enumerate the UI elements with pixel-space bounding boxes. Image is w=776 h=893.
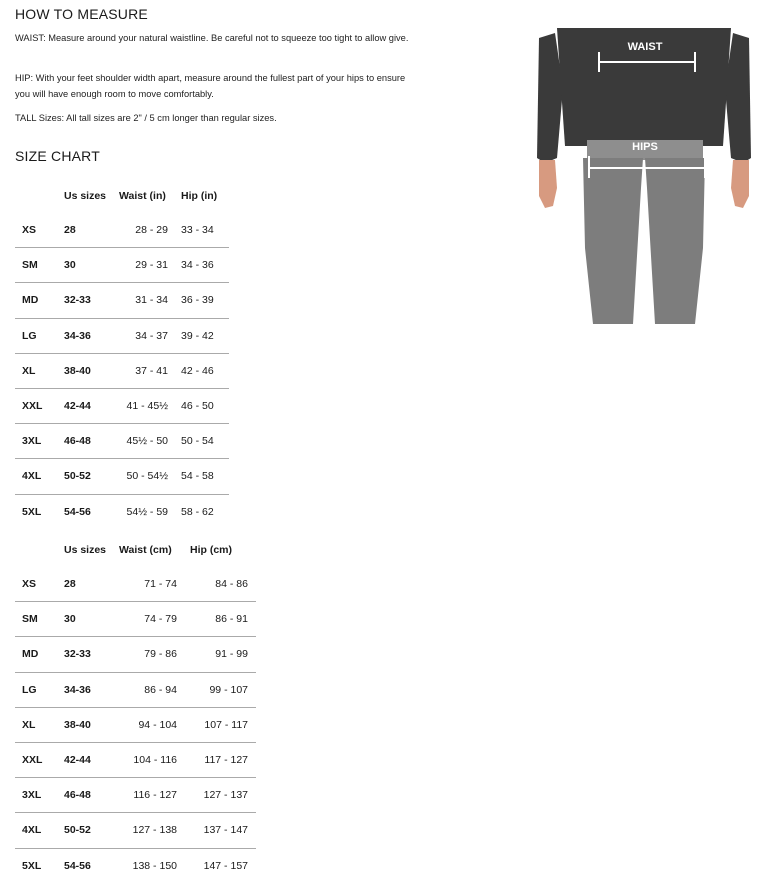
hip-cell: 39 - 42: [181, 318, 229, 353]
us-size-cell: 50-52: [64, 459, 119, 494]
waist-cell: 138 - 150: [132, 859, 177, 872]
waist-cell: 79 - 86: [119, 637, 190, 672]
waist-cell: 94 - 104: [119, 707, 190, 742]
table-row: [15, 353, 229, 388]
waist-cell: 50 - 54½: [119, 459, 181, 494]
hip-cell: 117 - 127: [190, 742, 256, 777]
waist-cell: 116 - 127: [119, 778, 190, 813]
waist-cell: 29 - 31: [119, 248, 181, 283]
us-size-cell: 54-56: [64, 859, 91, 872]
size-cell: 5XL: [22, 505, 42, 518]
waist-cell: 54½ - 59: [126, 505, 168, 518]
hip-cell: 99 - 107: [190, 672, 256, 707]
us-size-cell: 34-36: [64, 318, 119, 353]
hip-cell: 33 - 34: [181, 213, 229, 248]
us-size-cell: 30: [64, 248, 119, 283]
hip-cell: 84 - 86: [190, 567, 256, 602]
us-size-cell: 30: [64, 602, 119, 637]
table-row: [15, 672, 256, 707]
header-hip-in: Hip (in): [181, 190, 218, 202]
table-header-row: [15, 533, 256, 567]
waist-instructions: WAIST: Measure around your natural waistline. Be careful not to squeeze too tight to allow give.: [15, 33, 409, 43]
waist-cell: 34 - 37: [119, 318, 181, 353]
waist-cell: 71 - 74: [119, 567, 190, 602]
table-header-row: [15, 179, 229, 213]
hip-cell: 137 - 147: [190, 813, 256, 848]
table-row: [15, 424, 229, 459]
header-us-sizes: Us sizes: [64, 190, 107, 202]
measurement-figure: [537, 28, 751, 324]
us-size-cell: 34-36: [64, 672, 119, 707]
hip-cell: 86 - 91: [190, 602, 256, 637]
size-cell: 3XL: [15, 424, 64, 459]
table-row: [15, 637, 256, 672]
table-row: [15, 848, 256, 883]
size-cell: XS: [15, 567, 64, 602]
size-cell: 5XL: [22, 859, 42, 872]
hip-cell: 147 - 157: [203, 859, 248, 872]
us-size-cell: 42-44: [64, 742, 119, 777]
hip-cell: 58 - 62: [181, 505, 214, 518]
waist-cell: 104 - 116: [119, 742, 190, 777]
left-hand: [539, 160, 557, 208]
table-row: [15, 459, 229, 494]
waist-label: WAIST: [627, 41, 663, 53]
hip-cell: 50 - 54: [181, 424, 229, 459]
table-row: [15, 248, 229, 283]
size-cell: XXL: [15, 742, 64, 777]
us-size-cell: 38-40: [64, 353, 119, 388]
waist-cell: 31 - 34: [119, 283, 181, 318]
table-row: [15, 318, 229, 353]
us-size-cell: 28: [64, 213, 119, 248]
us-size-cell: 32-33: [64, 283, 119, 318]
header-us-sizes: Us sizes: [64, 544, 107, 556]
hip-cell: 54 - 58: [181, 459, 229, 494]
size-table-cm: [15, 533, 256, 883]
size-cell: LG: [15, 672, 64, 707]
table-row: [15, 388, 229, 423]
hips-label: HIPS: [632, 141, 658, 153]
us-size-cell: 42-44: [64, 388, 119, 423]
size-cell: 4XL: [15, 459, 64, 494]
header-size: [15, 179, 64, 213]
right-leg: [645, 158, 705, 324]
size-cell: XL: [15, 353, 64, 388]
waist-cell: 74 - 79: [119, 602, 190, 637]
us-size-cell: 28: [64, 567, 119, 602]
waist-cell: 41 - 45½: [119, 388, 181, 423]
hip-cell: 36 - 39: [181, 283, 229, 318]
hip-cell: 91 - 99: [190, 637, 256, 672]
size-cell: MD: [15, 637, 64, 672]
hip-cell: 34 - 36: [181, 248, 229, 283]
size-chart-heading: SIZE CHART: [15, 148, 100, 164]
hip-cell: 42 - 46: [181, 353, 229, 388]
header-size: [15, 533, 64, 567]
size-cell: 4XL: [15, 813, 64, 848]
size-cell: MD: [15, 283, 64, 318]
table-row: [15, 494, 229, 529]
table-row: [15, 602, 256, 637]
size-cell: LG: [15, 318, 64, 353]
size-cell: SM: [15, 248, 64, 283]
right-hand: [731, 160, 749, 208]
us-size-cell: 46-48: [64, 424, 119, 459]
waist-cell: 127 - 138: [119, 813, 190, 848]
table-row: [15, 707, 256, 742]
waist-cell: 86 - 94: [119, 672, 190, 707]
size-cell: XS: [15, 213, 64, 248]
table-row: [15, 778, 256, 813]
waist-cell: 45½ - 50: [119, 424, 181, 459]
table-row: [15, 813, 256, 848]
us-size-cell: 38-40: [64, 707, 119, 742]
waist-cell: 28 - 29: [119, 213, 181, 248]
hip-instructions: HIP: With your feet shoulder width apart, measure around the fullest part of your hips to ensure you will have enough room to move comfortably.: [15, 73, 406, 99]
figure-illustration: [537, 28, 751, 324]
table-row: [15, 567, 256, 602]
size-table-inches: [15, 179, 229, 529]
size-cell: XL: [15, 707, 64, 742]
hip-cell: 127 - 137: [190, 778, 256, 813]
size-cell: XXL: [15, 388, 64, 423]
header-hip-cm: Hip (cm): [190, 544, 232, 556]
header-waist-cm: Waist (cm): [119, 544, 172, 556]
hip-cell: 46 - 50: [181, 388, 229, 423]
table-row: [15, 213, 229, 248]
header-waist-in: Waist (in): [119, 190, 166, 202]
table-row: [15, 742, 256, 777]
us-size-cell: 46-48: [64, 778, 119, 813]
us-size-cell: 54-56: [64, 505, 91, 518]
size-cell: SM: [15, 602, 64, 637]
us-size-cell: 32-33: [64, 637, 119, 672]
how-to-measure-heading: HOW TO MEASURE: [15, 6, 148, 22]
hip-cell: 107 - 117: [190, 707, 256, 742]
table-row: [15, 283, 229, 318]
tall-sizes-note: TALL Sizes: All tall sizes are 2" / 5 cm longer than regular sizes.: [15, 113, 277, 123]
left-leg: [583, 158, 643, 324]
waist-cell: 37 - 41: [119, 353, 181, 388]
size-cell: 3XL: [15, 778, 64, 813]
us-size-cell: 50-52: [64, 813, 119, 848]
